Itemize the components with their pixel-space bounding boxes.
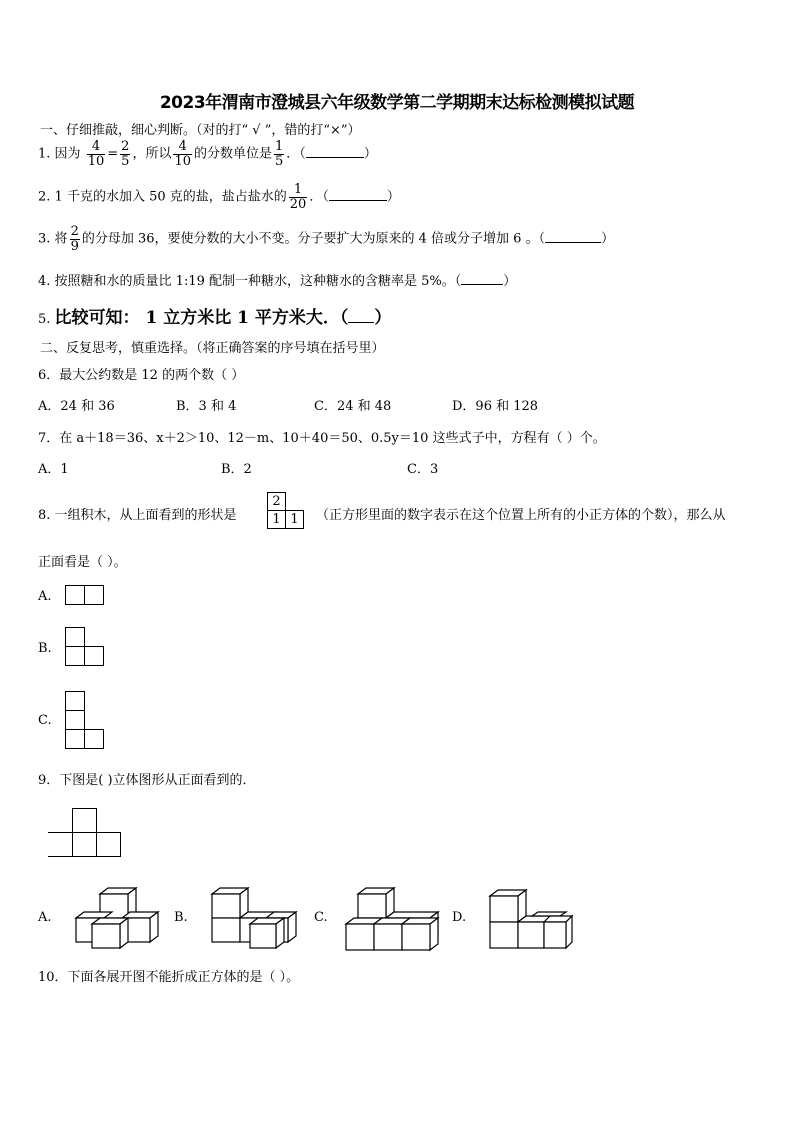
text: 因为 <box>54 146 81 162</box>
section-1-heading: 一、仔细推敲，细心判断。（对的打“ √ ”，错的打“×”） <box>40 123 361 138</box>
option-a[interactable]: A. <box>38 910 52 925</box>
fraction: $\frac{4}{10}$ <box>87 139 105 169</box>
top-view-cell: 1 <box>267 510 286 529</box>
question-10: 10．下面各展开图不能折成正方体的是（ ）。 <box>38 970 300 985</box>
text: ，所以 <box>132 146 172 162</box>
text: 的分数单位是 <box>194 146 273 162</box>
option-c[interactable]: C. <box>38 713 52 728</box>
option-a-figure <box>72 886 162 948</box>
question-7: 7．在 a＋18＝36、x＋2＞10、12－m、10＋40＝50、0.5y＝10 这些式子中，方程有（ ）个。 <box>38 431 606 446</box>
question-number: 2. <box>38 189 51 205</box>
view-square <box>65 710 85 730</box>
cube <box>518 922 544 948</box>
question-9: 9．下图是( )立体图形从正面看到的． <box>38 773 256 788</box>
view-square <box>65 729 85 749</box>
question-4 <box>38 270 516 289</box>
cube <box>92 918 128 948</box>
option-b[interactable]: B．3 和 4 <box>176 399 237 414</box>
equals: = <box>107 146 119 162</box>
answer-blank[interactable] <box>461 284 503 285</box>
text: ） <box>386 189 400 205</box>
option-a[interactable]: A. <box>38 589 52 604</box>
text: ．（ <box>309 189 329 205</box>
cube <box>544 916 572 948</box>
cube <box>250 918 284 948</box>
question-6: 6．最大公约数是 12 的两个数（ ） <box>38 368 245 383</box>
cube <box>358 888 394 918</box>
text: ） <box>363 146 377 162</box>
page-title: 2023年渭南市澄城县六年级数学第二学期期末达标检测模拟试题 <box>159 93 635 113</box>
text: 的分母加 36，要使分数的大小不变。分子要扩大为原来的 4 倍或分子增加 6 。（ <box>81 231 546 247</box>
section-2-heading: 二、反复思考，慎重选择。（将正确答案的序号填在括号里） <box>40 341 385 356</box>
question-8 <box>38 504 237 523</box>
question-number: 8. <box>38 508 51 523</box>
option-a[interactable]: A．1 <box>38 462 69 477</box>
question-number: 3. <box>38 231 51 247</box>
answer-blank[interactable] <box>545 242 601 243</box>
option-c[interactable]: C．3 <box>407 462 439 477</box>
text: 一组积木，从上面看到的形状是 <box>54 508 237 523</box>
cube <box>490 922 518 948</box>
cube <box>212 888 248 918</box>
option-b[interactable]: B. <box>38 641 52 656</box>
front-view-square <box>72 808 97 833</box>
question-8-text: 正面看是（ ）。 <box>38 555 127 570</box>
option-d[interactable]: D．96 和 128 <box>452 399 539 414</box>
option-d[interactable]: D. <box>452 910 467 925</box>
answer-blank[interactable] <box>306 157 364 158</box>
question-5 <box>38 303 391 328</box>
top-view-cell: 1 <box>285 510 304 529</box>
view-square <box>84 646 104 666</box>
cube <box>212 918 240 942</box>
view-square <box>65 646 85 666</box>
option-b[interactable]: B．2 <box>221 462 252 477</box>
text: ） <box>601 231 615 247</box>
view-square <box>65 691 85 711</box>
fraction: $\frac{1}{20}$ <box>289 182 307 212</box>
fraction: $\frac{2}{5}$ <box>121 139 130 169</box>
option-b[interactable]: B. <box>174 910 188 925</box>
answer-blank[interactable] <box>348 322 374 323</box>
front-view-square <box>72 832 97 857</box>
question-3 <box>38 225 614 253</box>
option-d-figure <box>488 886 578 952</box>
cube <box>490 890 526 922</box>
option-a[interactable]: A．24 和 36 <box>38 399 115 414</box>
fraction: $\frac{2}{9}$ <box>70 224 79 254</box>
fraction: $\frac{4}{10}$ <box>174 139 191 169</box>
text: 按照糖和水的质量比 1:19 配制一种糖水，这种糖水的含糖率是 5%。（ <box>54 274 462 289</box>
answer-blank[interactable] <box>329 200 387 201</box>
cube <box>402 918 438 950</box>
option-c-figure <box>346 886 446 954</box>
question-2 <box>38 183 400 211</box>
front-view-square <box>96 832 121 857</box>
question-number: 1. <box>38 146 51 162</box>
question-number: 4. <box>38 274 51 289</box>
view-square <box>65 585 85 605</box>
fraction: $\frac{1}{5}$ <box>275 139 284 169</box>
question-8-text: （正方形里面的数字表示在这个位置上所有的小正方体的个数），那么从 <box>316 508 726 523</box>
view-square <box>65 627 85 647</box>
option-c[interactable]: C. <box>314 910 328 925</box>
text: ） <box>503 274 517 289</box>
text: ） <box>374 308 392 328</box>
option-b-figure <box>210 886 300 948</box>
text: 1 千克的水加入 50 克的盐，盐占盐水的 <box>54 189 287 205</box>
text: ．（ <box>286 146 306 162</box>
question-number: 5. <box>38 312 51 327</box>
question-1 <box>38 140 377 168</box>
top-view-cell: 2 <box>267 492 286 511</box>
front-view-square <box>48 832 73 857</box>
text: 将 <box>54 231 68 247</box>
view-square <box>84 729 104 749</box>
text: 比较可知： 1 立方米比 1 平方米大．（ <box>54 308 349 328</box>
option-c[interactable]: C．24 和 48 <box>314 399 392 414</box>
view-square <box>84 585 104 605</box>
